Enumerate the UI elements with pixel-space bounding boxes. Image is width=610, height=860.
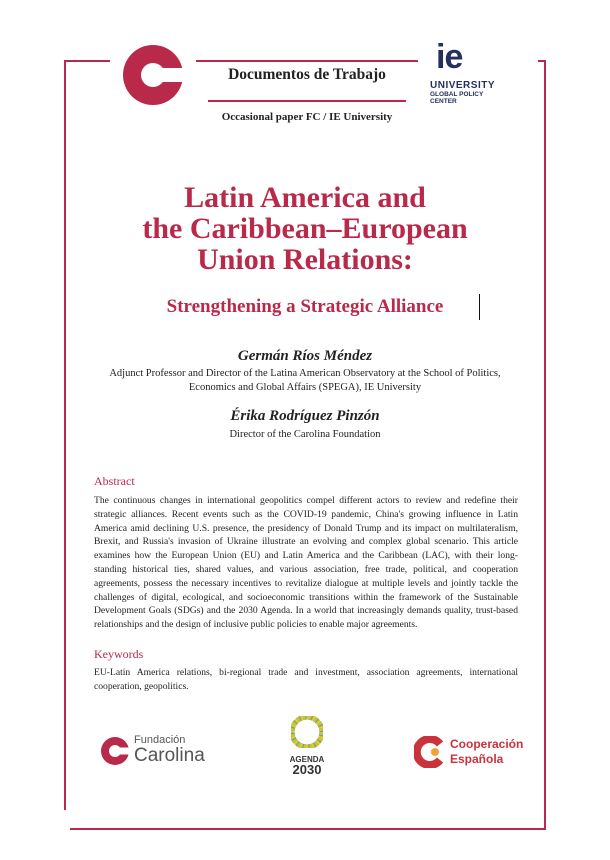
agenda-2030-logo [282, 716, 332, 782]
abstract-text: The continuous changes in international geopolitics compel different actors to review and redefine their strategic alliances. Recent events such as the COVID-19 pandemic, China's growing influence in Latin America amid declining U.S. presence, the presidency of Donald Trump and its impact on multilateralism, Brexit, and Russia's invasion of Ukraine illustrate an evolving and complex global scenario. This article examines how the European Union (EU) and Latin America and the Caribbean (LAC), with their long-standing historical ties, shared values, and various association, free trade, political, and cooperation agreements, possess the necessary incentives to revitalize dialogue at multiple levels and jointly tackle the challenges of digital, ecological, and socioeconomic transitions within the framework of the Sustainable Development Goals (SDGs) and the 2030 Agenda. In a world that increasingly demands quality, trust-based relationships and the design of inclusive public policies to enable major agreements. [94, 495, 518, 631]
keywords-text: EU-Latin America relations, bi-regional trade and investment, association agreements, international cooperation, geopolitics. [94, 667, 518, 692]
cooperacion-espanola-logo [414, 734, 524, 774]
fundacion-carolina-logo [100, 728, 220, 772]
ie-university-text: UNIVERSITY [430, 80, 496, 91]
author-name-2: Érika Rodríguez Pinzón [230, 408, 380, 424]
fundacion-carolina-c-logo [122, 44, 184, 106]
affiliation-1-line-1: Adjunct Professor and Director of the Latina American Observatory at the School of Politics, [109, 368, 501, 379]
author-affiliation-2: Director of the Carolina Foundation [229, 429, 381, 440]
paper-title [80, 182, 530, 275]
carolina-text: Carolina [134, 745, 205, 766]
sdg-wheel-icon [291, 716, 323, 748]
text-cursor [479, 294, 480, 320]
series-subtitle: Occasional paper FC / IE University [221, 111, 393, 123]
title-line-1: Latin America and [184, 181, 426, 214]
espanola-text: Española [450, 752, 504, 766]
agenda-word: AGENDA [289, 755, 325, 764]
ie-center-line1: GLOBAL POLICY [430, 91, 484, 98]
fundacion-text: Fundación [134, 734, 186, 746]
ie-university-logo [430, 40, 530, 120]
page-frame [64, 60, 546, 830]
series-divider [208, 100, 406, 102]
paper-subtitle: Strengthening a Strategic Alliance [166, 296, 444, 317]
affiliation-1-line-2: Economics and Global Affairs (SPEGA), IE University [188, 382, 422, 393]
author-affiliation-1 [80, 367, 530, 395]
carolina-c-icon [100, 736, 130, 766]
ie-center-line2: CENTER [430, 98, 457, 105]
author-name-1: Germán Ríos Méndez [237, 348, 373, 364]
agenda-year: 2030 [292, 762, 322, 777]
series-title: Documentos de Trabajo [228, 66, 386, 83]
ie-mark: ie [436, 38, 463, 76]
frame-gap-bottom [60, 810, 70, 834]
title-line-3: Union Relations: [197, 243, 413, 276]
title-line-2: the Caribbean–European [142, 212, 468, 245]
keywords-heading: Keywords [94, 647, 144, 661]
cooperacion-text: Cooperación [450, 737, 524, 751]
cooperacion-c-icon [414, 736, 444, 768]
abstract-heading: Abstract [94, 474, 135, 488]
